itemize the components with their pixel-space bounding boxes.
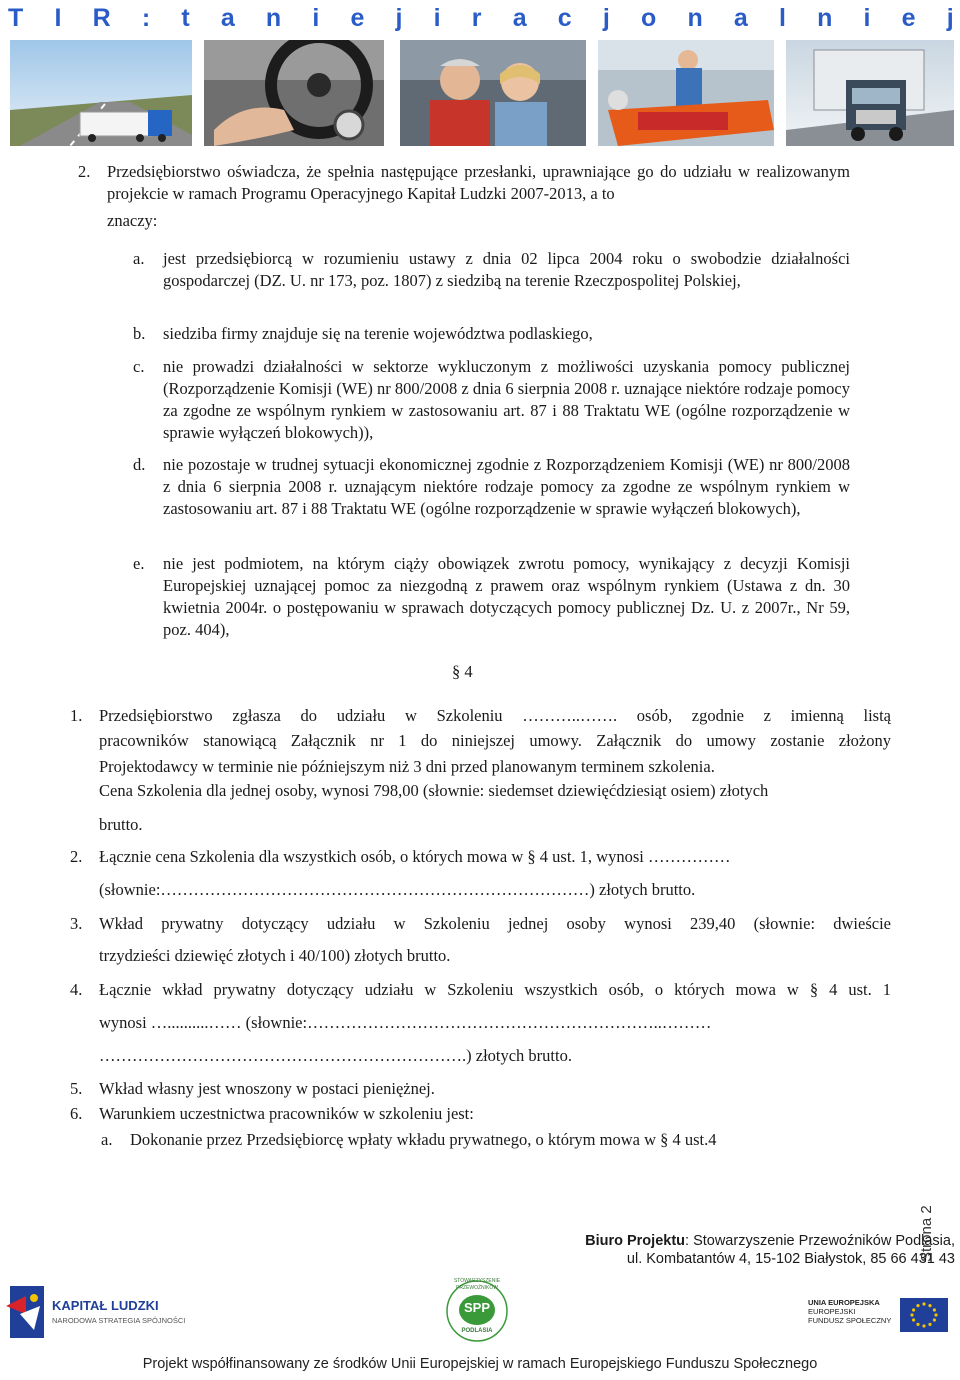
header-letter: a (512, 4, 527, 32)
point-6-line: Warunkiem uczestnictwa pracowników w szkoleniu jest: (99, 1104, 474, 1123)
spp-region: PODLASIA (461, 1328, 493, 1334)
rescue-stretcher-photo (598, 40, 774, 146)
truck-on-highway-photo (10, 40, 192, 146)
point-number: 3. (70, 914, 83, 933)
point-number: 5. (70, 1079, 83, 1098)
point-number: 2. (70, 847, 83, 866)
header-letter: T (8, 4, 24, 32)
header-letter: c (557, 4, 572, 32)
header-letter: o (640, 4, 657, 32)
kapital-ludzki-logo (4, 1284, 204, 1340)
item-c-text: nie prowadzi działalności w sektorze wykluczonym z możliwości uzyskania pomocy publicznej (Rozporządzenie Komisji (WE) nr 800/2008 z dnia 6 sierpnia 2008 r. uznające niektóre rodzaje pomocy za zgodne ze wspólnym rynkiem w zastosowaniu art. 87 i 88 Traktatu WE (ogólne rozporządzenie w sprawie wyłączeń blokowych)), (163, 357, 850, 442)
office-organization: : Stowarzyszenie Przewoźników Podlasia, (685, 1233, 955, 1249)
point-2-line: Łącznie cena Szkolenia dla wszystkich osób, o których mowa w § 4 ust. 1, wynosi …………… (99, 847, 731, 866)
point-4-line: wynosi …..........…… (słownie:………………………………………………………..……… (99, 1013, 712, 1032)
section-2-number: 2. (78, 162, 91, 181)
driver-steering-wheel-photo (204, 40, 384, 146)
office-address: ul. Kombatantów 4, 15-102 Białystok, 85 66 431 43 (626, 1251, 955, 1267)
spp-logo (436, 1278, 518, 1344)
kapital-ludzki-emblem-icon (4, 1284, 48, 1340)
point-5-line: Wkład własny jest wnoszony w postaci pieniężnej. (99, 1079, 435, 1098)
header-letter: n (265, 4, 282, 32)
point-4-line: ………………………………………………………….) złotych brutto. (99, 1046, 572, 1065)
paragraph-heading: § 4 (452, 662, 473, 681)
eu-logo (808, 1298, 956, 1342)
item-letter: d. (133, 455, 146, 474)
kl-subtitle: NARODOWA STRATEGIA SPÓJNOŚCI (52, 1316, 186, 1325)
eu-line3: FUNDUSZ SPOŁECZNY (808, 1316, 892, 1325)
header-letter: n (687, 4, 703, 32)
point-3-line: trzydzieści dziewięć złotych i 40/100) złotych brutto. (99, 946, 451, 965)
point-1-line: Przedsiębiorstwo zgłasza do udziału w Szkoleniu ………..……. osób, zgodnie z imienną listą (99, 706, 891, 725)
header-photo-strip (10, 40, 954, 146)
point-4-line: Łącznie wkład prywatny dotyczący udziału w Szkoleniu wszystkich osób, o których mowa w § 4 ust. 1 (99, 980, 891, 999)
header-letter: j (946, 4, 954, 32)
header-letter: n (817, 4, 833, 32)
eu-text (808, 1298, 904, 1325)
header-letter: I (54, 4, 62, 32)
point-1-line: pracowników stanowiącą Załącznik nr 1 do niniejszej umowy. Załącznik do umowy zostanie złożony (99, 731, 891, 750)
header-letter: j (602, 4, 610, 32)
cofinancing-note: Projekt współfinansowany ze środków Unii Europejskiej w ramach Europejskiego Funduszu Społecznego (142, 1356, 818, 1372)
item-a-text: jest przedsiębiorcą w rozumieniu ustawy z dnia 02 lipca 2004 roku o swobodzie działalności gospodarczej (DZ. U. nr 173, poz. 1807) z siedzibą na terenie Rzeczpospolitej Polskiej, (163, 249, 850, 290)
item-b-text: siedziba firmy znajduje się na terenie województwa podlaskiego, (163, 324, 593, 343)
truck-front-photo (786, 40, 954, 146)
point-number: 1. (70, 706, 83, 725)
section-2-intro: Przedsiębiorstwo oświadcza, że spełnia następujące przesłanki, uprawniające go do udziału w realizowanym projekcie w ramach Programu Operacyjnego Kapitał Ludzki 2007-2013, a to (107, 162, 850, 203)
header-letter: t (181, 4, 190, 32)
item-letter: a. (133, 249, 145, 268)
section-2-intro-end: znaczy: (107, 211, 158, 230)
eu-flag-icon (900, 1298, 948, 1332)
header-letter: a (220, 4, 235, 32)
point-number: 4. (70, 980, 83, 999)
eu-line2: EUROPEJSKI (808, 1307, 856, 1316)
item-letter: a. (101, 1130, 113, 1149)
header-letter: i (312, 4, 320, 32)
logo-bar (0, 1278, 960, 1348)
header-letter: j (395, 4, 403, 32)
header-letter: e (350, 4, 365, 32)
header-letter: r (471, 4, 482, 32)
spp-ring-text: STOWARZYSZENIE PRZEWOŹNIKÓW (453, 1278, 501, 1291)
point-2-line: (słownie:……………………………………………………………………) złotych brutto. (99, 880, 696, 899)
header-letter: e (901, 4, 916, 32)
office-label: Biuro Projektu (585, 1233, 686, 1249)
page-number-label: Strona 2 (918, 1205, 935, 1262)
item-letter: e. (133, 554, 145, 573)
point-6a-text: Dokonanie przez Przedsiębiorcę wpłaty wkładu prywatnego, o którym mowa w § 4 ust.4 (130, 1130, 717, 1149)
item-d-text: nie pozostaje w trudnej sytuacji ekonomicznej zgodnie z Rozporządzeniem Komisji (WE) nr 800/2008 z dnia 6 sierpnia 2008 r. uznającym niektóre rodzaje pomocy za zgodne ze wspólnym rynkiem w zastosowaniu art. 87 i 88 Traktatu WE (ogólne rozporządzenie w sprawie wyłączeń blokowych), (163, 455, 850, 518)
point-1-line: Projektodawcy w terminie nie późniejszym niż 3 dni przed planowanym terminem szkolenia. (99, 757, 715, 776)
header-letter: l (778, 4, 786, 32)
point-1-line: brutto. (99, 815, 143, 834)
point-1-line: Cena Szkolenia dla jednej osoby, wynosi 798,00 (słownie: siedemset dziewięćdziesiąt osiem) złotych (99, 781, 769, 800)
point-3-line: Wkład prywatny dotyczący udziału w Szkoleniu jednej osoby wynosi 239,40 (słownie: dwieście (99, 914, 891, 933)
header-title (0, 4, 960, 38)
item-letter: b. (133, 324, 146, 343)
eu-line1: UNIA EUROPEJSKA (808, 1298, 880, 1307)
header-letter: a (733, 4, 748, 32)
spp-letters: SPP (463, 1300, 490, 1315)
kl-title: KAPITAŁ LUDZKI (52, 1298, 159, 1313)
header-letter: R (92, 4, 111, 32)
header-letter: i (863, 4, 871, 32)
header-letter: : (141, 4, 151, 32)
item-e-text: nie jest podmiotem, na którym ciąży obowiązek zwrotu pomocy, wynikający z decyzji Komisji Europejskiej uznającej pomoc za niezgodną z prawem oraz wspólnym rynkiem (Ustawa z dn. 30 kwietnia 2004r. o postępowaniu w sprawach dotyczących pomocy publicznej Dz. U. z 2007r., Nr 59, poz. 404), (163, 554, 850, 639)
project-office-info (540, 1232, 955, 1268)
item-letter: c. (133, 357, 145, 376)
senior-couple-photo (400, 40, 586, 146)
header-letter: i (433, 4, 441, 32)
point-number: 6. (70, 1104, 83, 1123)
